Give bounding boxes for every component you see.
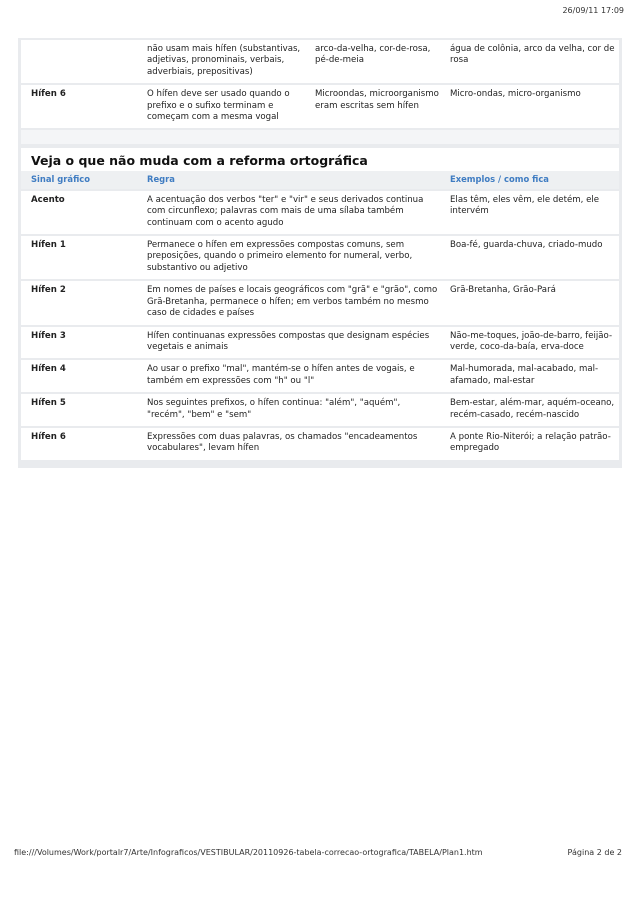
- table-row: [21, 327, 619, 361]
- rule-cell: não usam mais hífen (substantivas, adjetivas, pronominais, verbais, adverbiais, prepositivas): [141, 40, 309, 85]
- example-cell: Grã-Bretanha, Grão-Pará: [444, 281, 619, 326]
- after-cell: Micro-ondas, micro-organismo: [444, 85, 619, 130]
- row-label: Hífen 6: [21, 428, 141, 462]
- print-datetime: 26/09/11 17:09: [562, 6, 624, 15]
- rule-cell: Nos seguintes prefixos, o hífen continua: "além", "aquém", "recém", "bem" e "sem": [141, 394, 444, 428]
- rule-cell: Em nomes de países e locais geográficos com "grã" e "grão", como Grã-Bretanha, permanece o hífen; em verbos também no mesmo caso de cidades e países: [141, 281, 444, 326]
- example-cell: A ponte Rio-Niterói; a relação patrão-empregado: [444, 428, 619, 462]
- example-cell: Boa-fé, guarda-chuva, criado-mudo: [444, 236, 619, 281]
- example-cell: Não-me-toques, joão-de-barro, feijão-verde, coco-da-baía, erva-doce: [444, 327, 619, 361]
- row-label: Hífen 6: [21, 85, 141, 130]
- table-row: [21, 281, 619, 326]
- example-cell: Elas têm, eles vêm, ele detém, ele intervém: [444, 191, 619, 236]
- rule-cell: Hífen continuanas expressões compostas que designam espécies vegetais e animais: [141, 327, 444, 361]
- table-row: [21, 360, 619, 394]
- section-title: Veja o que não muda com a reforma ortográfica: [21, 146, 619, 171]
- example-cell: Bem-estar, além-mar, aquém-oceano, recém-casado, recém-nascido: [444, 394, 619, 428]
- spacer-row: [21, 130, 619, 146]
- row-label: Hífen 5: [21, 394, 141, 428]
- row-label: Hífen 1: [21, 236, 141, 281]
- page-number: Página 2 de 2: [567, 848, 622, 857]
- file-path: file:///Volumes/Work/portalr7/Arte/Infograficos/VESTIBULAR/20110926-tabela-correcao-ortografica/TABELA/Plan1.htm: [14, 848, 483, 857]
- column-header-examples: Exemplos / como fica: [444, 171, 619, 190]
- rule-cell: Ao usar o prefixo "mal", mantém-se o hífen antes de vogais, e também em expressões com "h" ou "l": [141, 360, 444, 394]
- table-row: [21, 394, 619, 428]
- rule-cell: O hífen deve ser usado quando o prefixo e o sufixo terminam e começam com a mesma vogal: [141, 85, 309, 130]
- row-label: [21, 40, 141, 85]
- table-row: [21, 40, 619, 85]
- row-label: Acento: [21, 191, 141, 236]
- row-label: Hífen 2: [21, 281, 141, 326]
- column-header-rule: Regra: [141, 171, 444, 190]
- row-label: Hífen 4: [21, 360, 141, 394]
- after-cell: água de colônia, arco da velha, cor de rosa: [444, 40, 619, 85]
- page-footer: [14, 848, 622, 857]
- row-label: Hífen 3: [21, 327, 141, 361]
- column-header-sign: Sinal gráfico: [21, 171, 141, 190]
- rule-cell: Permanece o hífen em expressões compostas comuns, sem preposições, quando o primeiro elemento for numeral, verbo, substantivo ou adjetivo: [141, 236, 444, 281]
- before-cell: arco-da-velha, cor-de-rosa, pé-de-meia: [309, 40, 444, 85]
- spreadsheet-table: [18, 38, 622, 468]
- top-table: [21, 40, 619, 146]
- rule-cell: Expressões com duas palavras, os chamados "encadeamentos vocabulares", levam hífen: [141, 428, 444, 462]
- table-row: [21, 191, 619, 236]
- rule-cell: A acentuação dos verbos "ter" e "vir" e seus derivados continua com circunflexo; palavras com mais de uma sílaba também continuam com o acento agudo: [141, 191, 444, 236]
- unchanged-rules-table: [21, 171, 619, 461]
- column-header-row: [21, 171, 619, 190]
- table-row: [21, 236, 619, 281]
- table-row: [21, 428, 619, 462]
- table-row: [21, 85, 619, 130]
- example-cell: Mal-humorada, mal-acabado, mal-afamado, mal-estar: [444, 360, 619, 394]
- before-cell: Microondas, microorganismo eram escritas sem hífen: [309, 85, 444, 130]
